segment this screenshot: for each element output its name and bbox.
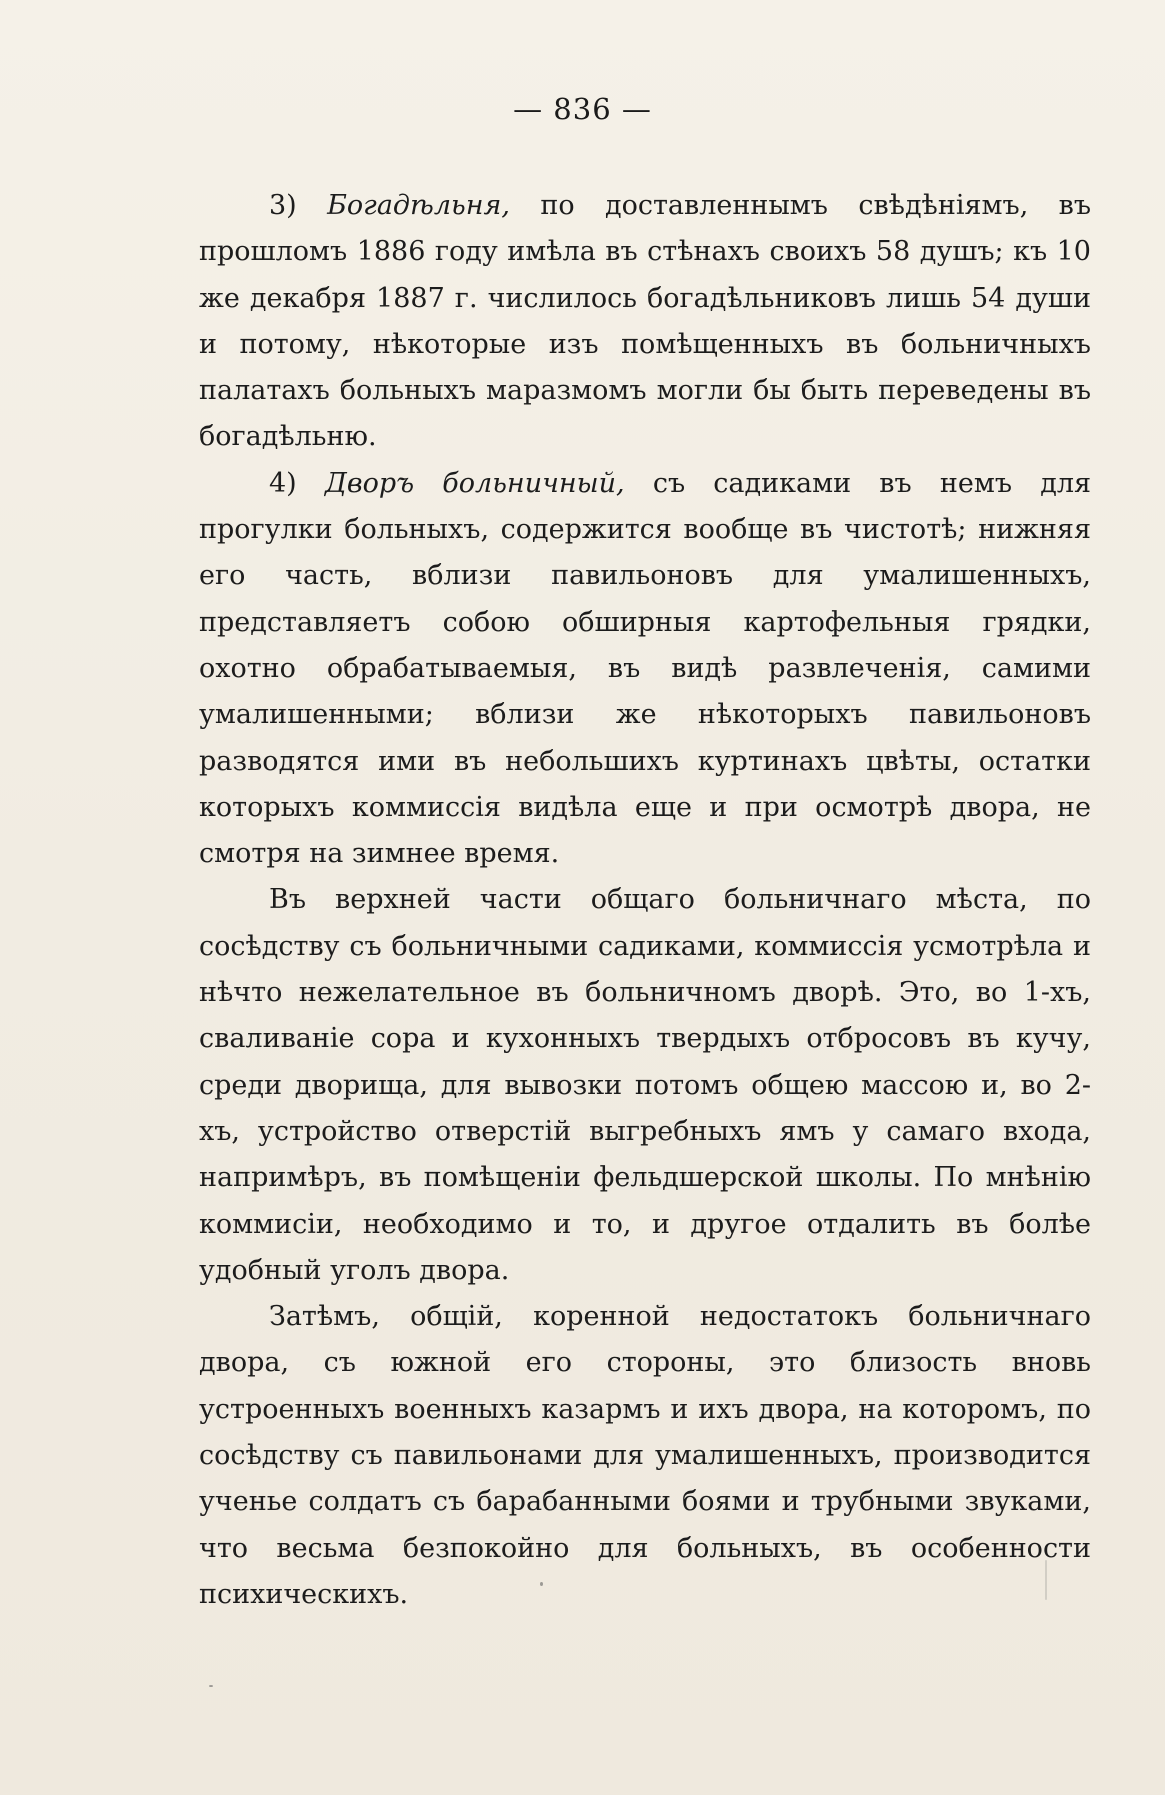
paragraph-text: съ садиками въ немъ для прогулки больныхъ, содержится вообще въ чистотѣ; нижняя его часть, вблизи павильоновъ для умалишенныхъ, представляетъ собою обширныя картофельныя грядки, охотно обрабатываемыя, въ видѣ развлеченія, самими умалишенными; вблизи же нѣкоторыхъ павильоновъ разводятся ими въ небольшихъ куртинахъ цвѣты, остатки которыхъ коммиссія видѣла еще и при осмотрѣ двора, не смотря на зимнее время. <box>199 467 1092 870</box>
paragraph-text: Затѣмъ, общій, коренной недостатокъ больничнаго двора, съ южной его стороны, это близость вновь устроенныхъ военныхъ казармъ и ихъ двора, на которомъ, по сосѣдству съ павильонами для умалишенныхъ, производится ученье солдатъ съ барабанными боями и трубными звуками, что весьма безпокойно для больныхъ, въ особенности психическихъ. <box>199 1301 1091 1610</box>
item-number: 3) <box>269 190 297 221</box>
body-text <box>199 183 1091 1618</box>
paragraph-barracks <box>199 1294 1091 1618</box>
paper-speck <box>1045 1560 1047 1600</box>
paper-speck <box>540 1582 543 1586</box>
paragraph-almshouse <box>199 183 1091 461</box>
paper-speck <box>209 1685 213 1687</box>
item-number: 4) <box>269 467 297 499</box>
page-number: — 836 — <box>513 92 652 126</box>
section-heading: Богадѣльня, <box>327 190 510 221</box>
section-heading: Дворъ больничный, <box>324 467 625 499</box>
paragraph-hospital-yard <box>199 461 1091 878</box>
paragraph-text: по доставленнымъ свѣдѣніямъ, въ прошломъ 1886 году имѣла въ стѣнахъ своихъ 58 душъ; къ 10 же декабря 1887 г. числилось богадѣльниковъ лишь 54 души и потому, нѣкоторые изъ помѣщенныхъ въ больничныхъ палатахъ больныхъ маразмомъ могли бы быть переведены въ богадѣльню. <box>199 190 1091 453</box>
paragraph-text: Въ верхней части общаго больничнаго мѣста, по сосѣдству съ больничными садиками, коммиссія усмотрѣла и нѣчто нежелательное въ больничномъ дворѣ. Это, во 1-хъ, сваливаніе сора и кухонныхъ твердыхъ отбросовъ въ кучу, среди дворища, для вывозки потомъ общею массою и, во 2-хъ, устройство отверстій выгребныхъ ямъ у самаго входа, напримѣръ, въ помѣщеніи фельдшерской школы. По мнѣнію коммисіи, необходимо и то, и другое отдалить въ болѣе удобный уголъ двора. <box>199 884 1091 1286</box>
paragraph-upper-yard <box>199 877 1091 1294</box>
